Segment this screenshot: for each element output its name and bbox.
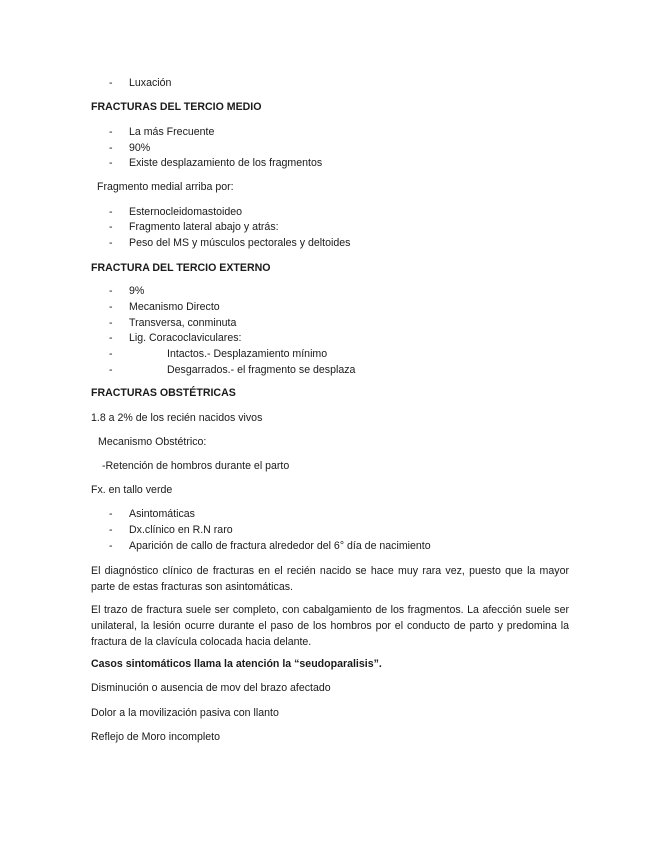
list-item: Lig. Coracoclaviculares: bbox=[129, 332, 242, 344]
list-subitem: Intactos.- Desplazamiento mínimo bbox=[167, 348, 328, 360]
paragraph-diagnostico: El diagnóstico clínico de fracturas en el recién nacido se hace muy rara vez, puesto que la mayor parte de estas fracturas son asintomáticas. bbox=[91, 565, 569, 593]
bullet-dash: - bbox=[109, 301, 113, 313]
list-item: Asintomáticas bbox=[129, 508, 195, 520]
bullet-dash: - bbox=[109, 126, 113, 138]
bullet-dash: - bbox=[109, 524, 113, 536]
paragraph-mecanismo: Mecanismo Obstétrico: bbox=[98, 436, 207, 448]
bullet-dash: - bbox=[109, 285, 113, 297]
list-item: 9% bbox=[129, 285, 145, 297]
list-item: Fragmento lateral abajo y atrás: bbox=[129, 221, 279, 233]
list-item: Luxación bbox=[129, 77, 172, 89]
list-item: Transversa, conminuta bbox=[129, 317, 237, 329]
bullet-dash: - bbox=[109, 77, 113, 89]
list-item: Aparición de callo de fractura alrededor del 6° día de nacimiento bbox=[129, 540, 431, 552]
paragraph-retencion: -Retención de hombros durante el parto bbox=[102, 460, 290, 472]
list-item: Peso del MS y músculos pectorales y deltoides bbox=[129, 237, 351, 249]
paragraph-tallo-verde: Fx. en tallo verde bbox=[91, 484, 173, 496]
paragraph-incidencia: 1.8 a 2% de los recién nacidos vivos bbox=[91, 412, 263, 424]
list-item: Dx.clínico en R.N raro bbox=[129, 524, 233, 536]
list-item: Existe desplazamiento de los fragmentos bbox=[129, 157, 323, 169]
bullet-dash: - bbox=[109, 221, 113, 233]
heading-tercio-medio: FRACTURAS DEL TERCIO MEDIO bbox=[91, 101, 262, 113]
list-subitem: Desgarrados.- el fragmento se desplaza bbox=[167, 364, 356, 376]
list-item: La más Frecuente bbox=[129, 126, 215, 138]
bullet-dash: - bbox=[109, 237, 113, 249]
paragraph-dolor: Dolor a la movilización pasiva con llanto bbox=[91, 707, 279, 719]
list-item: Esternocleidomastoideo bbox=[129, 206, 243, 218]
bullet-dash: - bbox=[109, 157, 113, 169]
bullet-dash: - bbox=[109, 206, 113, 218]
list-item: 90% bbox=[129, 142, 151, 154]
heading-tercio-externo: FRACTURA DEL TERCIO EXTERNO bbox=[91, 262, 271, 274]
paragraph-reflejo: Reflejo de Moro incompleto bbox=[91, 731, 220, 743]
bullet-dash: - bbox=[109, 317, 113, 329]
bullet-dash: - bbox=[109, 348, 113, 360]
bullet-dash: - bbox=[109, 142, 113, 154]
paragraph-disminucion: Disminución o ausencia de mov del brazo afectado bbox=[91, 682, 331, 694]
bullet-dash: - bbox=[109, 508, 113, 520]
paragraph-casos: Casos sintomáticos llama la atención la “seudoparalisis”. bbox=[91, 658, 382, 670]
paragraph-trazo: El trazo de fractura suele ser completo, con cabalgamiento de los fragmentos. La afección suele ser unilateral, la lesión ocurre durante el paso de los hombros por el conducto de parto y predomina la fractura de la clavícula colocada hacia delante. bbox=[91, 604, 569, 648]
bullet-dash: - bbox=[109, 332, 113, 344]
bullet-dash: - bbox=[109, 540, 113, 552]
bullet-dash: - bbox=[109, 364, 113, 376]
heading-obstetricas: FRACTURAS OBSTÉTRICAS bbox=[91, 387, 236, 399]
list-item: Mecanismo Directo bbox=[129, 301, 220, 313]
subheading-fragmento-medial: Fragmento medial arriba por: bbox=[97, 181, 234, 193]
